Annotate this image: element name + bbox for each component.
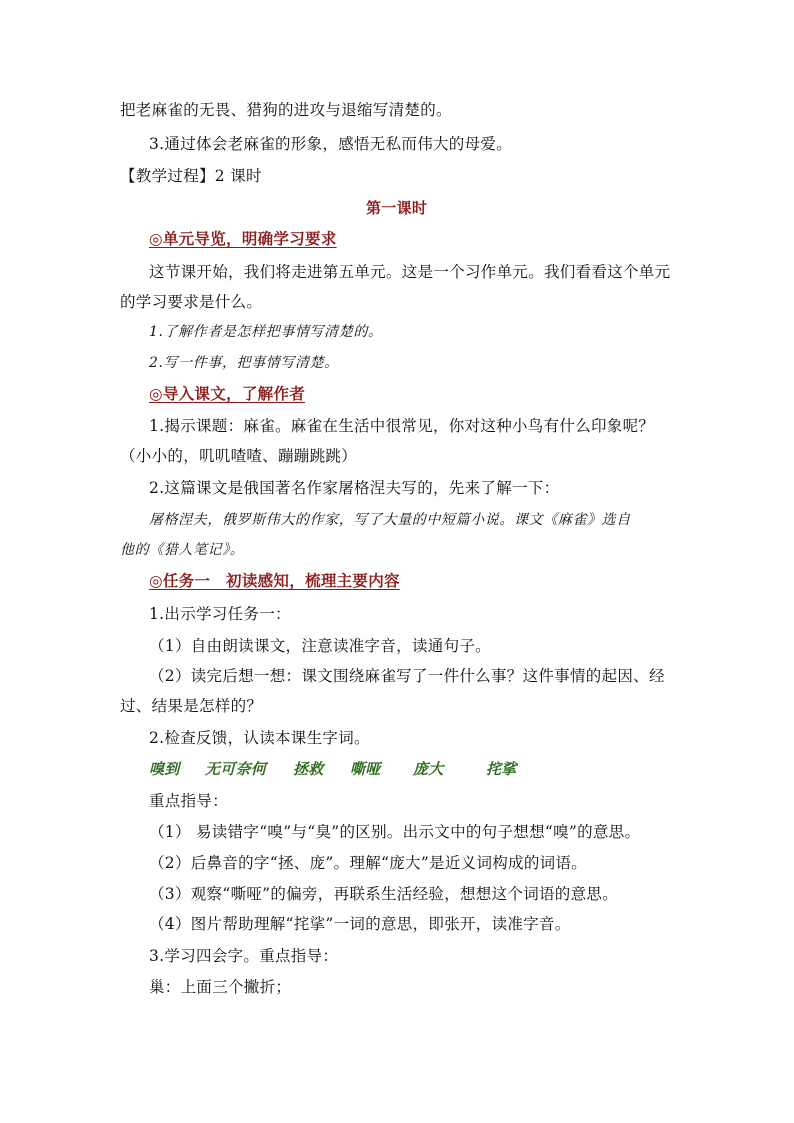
paragraph-line: 3.学习四会字。重点指导： [149, 947, 339, 965]
paragraph-line: （3）观察“嘶哑”的偏旁，再联系生活经验，想想这个词语的意思。 [149, 885, 619, 903]
paragraph-line: （2）后鼻音的字“拯、庞”。理解“庞大”是近义词构成的词语。 [149, 854, 588, 872]
section-heading-task-one: ◎任务一 初读感知，梳理主要内容 [149, 572, 400, 590]
paragraph-line: 把老麻雀的无畏、猎狗的进攻与退缩写清楚的。 [120, 101, 452, 119]
paragraph-line: （4）图片帮助理解“挓挲”一词的意思，即张开，读准字音。 [149, 915, 571, 933]
paragraph-line: （2）读完后想一想：课文围绕麻雀写了一件什么事？这件事情的起因、经 [149, 667, 665, 685]
paragraph-line: 2.检查反馈，认读本课生字词。 [149, 729, 370, 747]
paragraph-line: （1） 易读错字“嗅”与“臭”的区别。出示文中的句子想想“嗅”的意思。 [149, 823, 641, 841]
paragraph-line: （小小的，叽叽喳喳、蹦蹦跳跳） [120, 447, 358, 465]
vocab-word: 嗅到 [149, 760, 180, 778]
paragraph-line: （1）自由朗读课文，注意读准字音，读通句子。 [149, 637, 491, 655]
requirement-2: 2.写一件事，把事情写清楚。 [149, 355, 339, 371]
vocab-word: 拯救 [293, 760, 324, 778]
author-intro: 他的《猎人笔记》。 [120, 542, 245, 558]
vocab-word: 庞大 [413, 760, 444, 778]
paragraph-line: 的学习要求是什么。 [120, 293, 263, 311]
author-intro: 屠格涅夫，俄罗斯伟大的作家，写了大量的中短篇小说。课文《麻雀》选自 [149, 512, 631, 528]
paragraph-line: 1.揭示课题：麻雀。麻雀在生活中很常见，你对这种小鸟有什么印象呢？ [149, 417, 655, 435]
vocab-word: 嘶哑 [350, 760, 381, 778]
paragraph-line: 巢：上面三个撇折； [149, 978, 292, 996]
requirement-1: 1.了解作者是怎样把事情写清楚的。 [149, 324, 383, 340]
section-heading-unit-overview: ◎单元导览，明确学习要求 [149, 230, 337, 248]
paragraph-line: 1.出示学习任务一： [149, 605, 291, 623]
paragraph-line: 2.这篇课文是俄国著名作家屠格涅夫写的，先来了解一下： [149, 479, 560, 497]
section-heading-introduce-text: ◎导入课文，了解作者 [149, 385, 306, 403]
paragraph-line: 重点指导： [149, 792, 229, 810]
objective-3: 3.通过体会老麻雀的形象，感悟无私而伟大的母爱。 [149, 135, 512, 153]
paragraph-line: 过、结果是怎样的？ [120, 697, 263, 715]
vocab-word: 挓挲 [486, 760, 517, 778]
paragraph-line: 这节课开始，我们将走进第五单元。这是一个习作单元。我们看看这个单元 [149, 263, 671, 281]
teaching-process-label: 【教学过程】2 课时 [120, 167, 262, 185]
lesson-title: 第一课时 [366, 199, 428, 217]
vocab-word: 无可奈何 [205, 760, 267, 778]
